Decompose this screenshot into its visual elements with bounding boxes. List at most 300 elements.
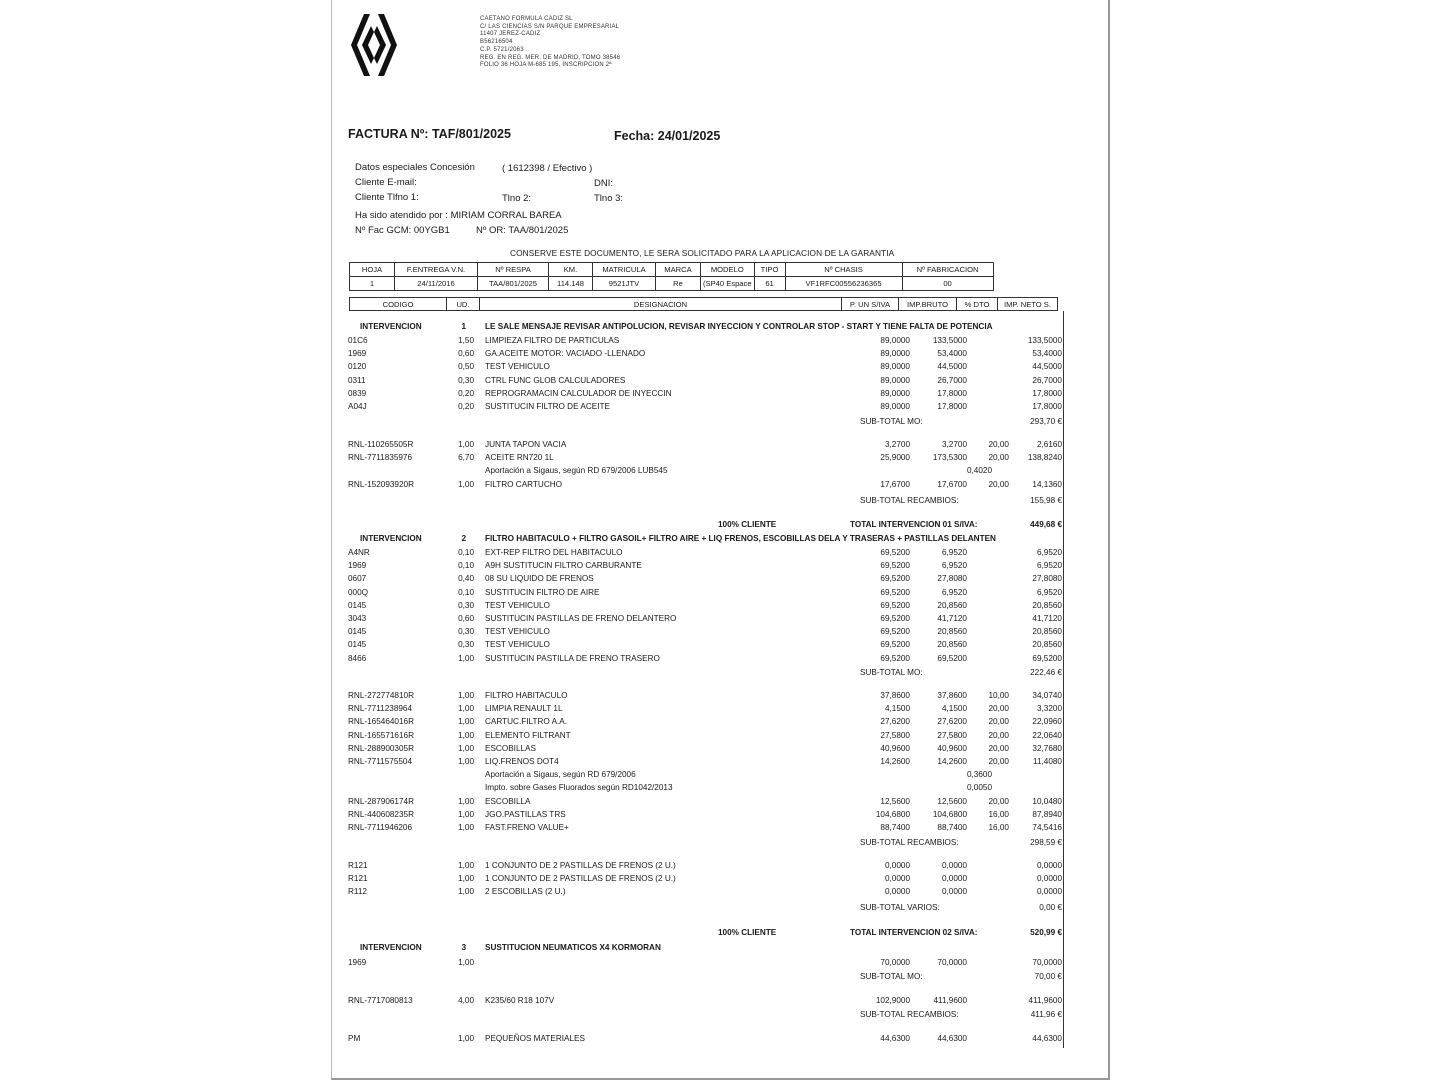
- subtotal-value: 0,00 €: [1039, 903, 1062, 912]
- company-info: [480, 16, 620, 70]
- intervention-number: 1: [461, 322, 466, 331]
- item-gross-amount: 53,4000: [937, 349, 967, 359]
- item-unit-price: 89,0000: [880, 375, 910, 385]
- item-unit-price: 69,5200: [880, 640, 910, 650]
- cliente-label: 100% CLIENTE: [718, 928, 777, 937]
- item-code: RNL-7711835976: [348, 453, 413, 463]
- item-quantity: 1,00: [458, 653, 474, 663]
- item-quantity: 1,00: [458, 796, 474, 806]
- col-precio-unitario: P. UN S/IVA: [842, 298, 899, 311]
- item-quantity: 4,00: [458, 996, 474, 1005]
- item-code: 0839: [348, 388, 367, 398]
- cliente-label: 100% CLIENTE: [718, 520, 777, 529]
- item-quantity: 1,00: [458, 704, 474, 714]
- item-gross-amount: 44,5000: [937, 362, 967, 372]
- item-quantity: 0,10: [458, 587, 474, 597]
- part-line: [332, 440, 1072, 453]
- renault-logo: [349, 12, 399, 78]
- item-description: ESCOBILLA: [485, 796, 531, 806]
- labor-line: [332, 640, 1072, 653]
- item-gross-amount: 6,9520: [941, 561, 967, 571]
- item-code: 000Q: [348, 587, 369, 597]
- vehicle-header: Nº RESPA: [478, 263, 549, 277]
- item-unit-price: 14,2600: [880, 757, 910, 766]
- item-unit-price: 69,5200: [880, 587, 910, 597]
- item-code: 0145: [348, 600, 367, 610]
- intervention-label: INTERVENCION: [360, 943, 422, 952]
- item-net-amount: 27,8080: [1032, 574, 1062, 584]
- item-description: LIQ.FRENOS DOT4: [485, 757, 559, 766]
- item-code: RNL-165571616R: [348, 730, 414, 740]
- invoice-page: [331, 0, 1110, 1080]
- item-unit-price: 17,6700: [880, 479, 910, 489]
- item-quantity: 0,40: [458, 574, 474, 584]
- tlf2-label: Tlno 2:: [502, 193, 532, 204]
- item-code: 0607: [348, 574, 367, 584]
- vehicle-header: KM.: [549, 263, 593, 277]
- part-line: [332, 480, 1072, 493]
- item-description: SUSTITUCIN PASTILLAS DE FRENO DELANTERO: [485, 614, 677, 623]
- item-discount: 20,00: [988, 479, 1009, 489]
- item-description: A9H SUSTITUCIN FILTRO CARBURANTE: [485, 561, 642, 571]
- datos-label: Datos especiales Concesión: [355, 162, 475, 173]
- item-code: RNL-152093920R: [348, 479, 414, 489]
- item-quantity: 1,00: [458, 887, 474, 897]
- labor-line: [332, 349, 1072, 362]
- total-value: 520,99 €: [1030, 928, 1062, 937]
- item-code: 1969: [348, 349, 367, 359]
- item-net-amount: 17,8000: [1032, 402, 1062, 411]
- intervention-header: [332, 943, 1072, 956]
- part-line: [332, 797, 1072, 810]
- subtotal-value: 155,98 €: [1030, 496, 1062, 505]
- part-line: [332, 453, 1072, 466]
- item-net-amount: 20,8560: [1032, 627, 1062, 637]
- part-line: [332, 823, 1072, 836]
- item-net-amount: 74,5416: [1032, 823, 1062, 832]
- item-net-amount: 41,7120: [1032, 614, 1062, 623]
- item-gross-amount: 26,7000: [937, 375, 967, 385]
- item-net-amount: 26,7000: [1032, 375, 1062, 385]
- item-code: 0145: [348, 640, 367, 650]
- labor-line: [332, 362, 1072, 375]
- item-unit-price: 69,5200: [880, 627, 910, 637]
- item-code: 0145: [348, 627, 367, 637]
- item-unit-price: 69,5200: [880, 561, 910, 571]
- vehicle-header: HOJA: [350, 263, 395, 277]
- part-line: [332, 770, 1072, 783]
- vehicle-header: MARCA: [656, 263, 701, 277]
- item-net-amount: 17,8000: [1032, 388, 1062, 398]
- subtotal-label: SUB-TOTAL VARIOS:: [860, 903, 940, 912]
- part-line: [332, 744, 1072, 757]
- item-quantity: 1,00: [458, 691, 474, 700]
- labor-line: [332, 588, 1072, 601]
- item-net-amount: 87,8940: [1032, 809, 1062, 819]
- labor-line: [332, 402, 1072, 415]
- item-gross-amount: 14,2600: [937, 757, 967, 766]
- item-description: ESCOBILLAS: [485, 743, 536, 753]
- item-gross-amount: 20,8560: [937, 640, 967, 650]
- item-description: LIMPIA RENAULT 1L: [485, 704, 563, 714]
- vehicle-value: Re: [656, 277, 701, 291]
- item-code: R112: [348, 887, 367, 897]
- part-line: [332, 757, 1072, 770]
- vehicle-header: TIPO: [754, 263, 785, 277]
- company-line: C.P. 5721/2063: [480, 46, 524, 53]
- item-quantity: 1,00: [458, 861, 474, 870]
- subtotal-label: SUB-TOTAL RECAMBIOS:: [860, 1010, 959, 1019]
- item-description: EXT-REP FILTRO DEL HABITACULO: [485, 548, 623, 557]
- item-gross-amount: 70,0000: [937, 958, 967, 967]
- item-unit-price: 27,6200: [880, 717, 910, 727]
- item-code: A04J: [348, 402, 367, 411]
- subtotal-value: 70,00 €: [1034, 972, 1062, 981]
- item-code: 0120: [348, 362, 367, 372]
- item-unit-price: 37,8600: [880, 691, 910, 700]
- item-gross-amount: 0,0000: [941, 874, 967, 884]
- item-code: RNL-7711575504: [348, 757, 413, 766]
- item-net-amount: 32,7680: [1032, 743, 1062, 753]
- col-descuento: % DTO: [957, 298, 998, 311]
- item-gross-amount: 20,8560: [937, 600, 967, 610]
- item-quantity: 1,00: [458, 1034, 474, 1043]
- company-line: REG. EN REG. MER. DE MADRID, TOMO 38546: [480, 54, 621, 61]
- item-gross-amount: 69,5200: [937, 653, 967, 663]
- misc-line: [332, 887, 1072, 900]
- item-gross-amount: 133,5000: [932, 336, 967, 345]
- item-code: R121: [348, 861, 368, 870]
- vehicle-header: F.ENTREGA V.N.: [395, 263, 478, 277]
- item-net-amount: 70,0000: [1032, 958, 1062, 967]
- item-unit-price: 0,0000: [884, 887, 910, 897]
- item-unit-price: 88,7400: [880, 823, 910, 832]
- item-net-amount: 133,5000: [1027, 336, 1062, 345]
- item-net-amount: 138,8240: [1027, 453, 1062, 463]
- intervention-label: INTERVENCION: [360, 322, 422, 331]
- item-description: 2 ESCOBILLAS (2 U.): [485, 887, 566, 897]
- item-gross-amount: 27,6200: [937, 717, 967, 727]
- item-extra-amount: 0,3600: [966, 770, 992, 780]
- item-gross-amount: 3,2700: [941, 440, 967, 449]
- item-net-amount: 20,8560: [1032, 600, 1062, 610]
- labor-line: [332, 376, 1072, 389]
- tlf3-label: Tlno 3:: [594, 193, 624, 204]
- vehicle-value: (SP40 Espace: [701, 277, 755, 291]
- item-description: LIMPIEZA FILTRO DE PARTICULAS: [485, 336, 620, 345]
- item-gross-amount: 173,5300: [932, 453, 967, 463]
- item-unit-price: 89,0000: [880, 362, 910, 372]
- vehicle-value: TAA/801/2025: [478, 277, 549, 291]
- item-discount: 16,00: [988, 823, 1009, 832]
- item-unit-price: 69,5200: [880, 600, 910, 610]
- table-right-border: [1063, 311, 1064, 1048]
- item-description: PEQUEÑOS MATERIALES: [485, 1034, 585, 1043]
- total-value: 449,68 €: [1030, 520, 1062, 529]
- item-extra-amount: 0,4020: [966, 466, 992, 476]
- intervention-description: FILTRO HABITACULO + FILTRO GASOIL+ FILTRO AIRE + LIQ FRENOS, ESCOBILLAS DELA Y TRASERAS + PASTILLAS DELANTEN: [485, 534, 996, 543]
- item-gross-amount: 17,6700: [937, 479, 967, 489]
- item-code: RNL-7711946206: [348, 823, 413, 832]
- item-quantity: 0,60: [458, 349, 474, 359]
- item-gross-amount: 104,6800: [932, 809, 967, 819]
- item-code: RNL-165464016R: [348, 717, 414, 727]
- item-description: JUNTA TAPON VACIA: [485, 440, 567, 449]
- item-unit-price: 69,5200: [880, 653, 910, 663]
- vehicle-value: 24/11/2016: [395, 277, 478, 291]
- labor-line: [332, 561, 1072, 574]
- item-unit-price: 89,0000: [880, 402, 910, 411]
- item-gross-amount: 41,7120: [937, 614, 967, 623]
- item-code: RNL-288900305R: [348, 743, 414, 753]
- item-quantity: 0,30: [458, 600, 474, 610]
- subtotal-value: 222,46 €: [1030, 668, 1062, 677]
- item-description: ACEITE RN720 1L: [485, 453, 554, 463]
- item-gross-amount: 17,8000: [937, 402, 967, 411]
- item-gross-amount: 44,6300: [937, 1034, 967, 1043]
- item-code: 8466: [348, 653, 367, 663]
- item-discount: 10,00: [988, 691, 1009, 700]
- vehicle-header: MATRICULA: [593, 263, 656, 277]
- item-discount: 20,00: [988, 730, 1009, 740]
- item-description: 1 CONJUNTO DE 2 PASTILLAS DE FRENOS (2 U.): [485, 874, 676, 884]
- subtotal-label: SUB-TOTAL MO:: [860, 668, 923, 677]
- item-quantity: 0,60: [458, 614, 474, 623]
- email-label: Cliente E-mail:: [355, 177, 417, 188]
- item-net-amount: 20,8560: [1032, 640, 1062, 650]
- vehicle-value: 9521JTV: [593, 277, 656, 291]
- part-line: [332, 704, 1072, 717]
- subtotal-label: SUB-TOTAL RECAMBIOS:: [860, 838, 959, 847]
- item-net-amount: 14,1360: [1032, 479, 1062, 489]
- item-discount: 20,00: [988, 717, 1009, 727]
- item-gross-amount: 20,8560: [937, 627, 967, 637]
- item-unit-price: 89,0000: [880, 336, 910, 345]
- datos-value: ( 1612398 / Efectivo ): [502, 163, 593, 174]
- col-importe-bruto: IMP.BRUTO: [899, 298, 957, 311]
- item-description: FAST.FRENO VALUE+: [485, 823, 569, 832]
- item-unit-price: 12,5600: [880, 796, 910, 806]
- item-code: R121: [348, 874, 368, 884]
- item-code: RNL-287906174R: [348, 796, 414, 806]
- part-line: [332, 783, 1072, 796]
- labor-line: [332, 958, 1072, 971]
- item-net-amount: 44,5000: [1032, 362, 1062, 372]
- col-importe-neto: IMP. NETO S.: [998, 298, 1058, 311]
- item-discount: 20,00: [988, 440, 1009, 449]
- intervention-label: INTERVENCION: [360, 534, 422, 543]
- item-unit-price: 102,9000: [875, 996, 910, 1005]
- total-label: TOTAL INTERVENCION 02 S/IVA:: [850, 928, 978, 937]
- vehicle-header: Nº CHASIS: [785, 263, 902, 277]
- item-net-amount: 3,3200: [1036, 704, 1062, 714]
- item-quantity: 1,00: [458, 874, 474, 884]
- invoice-number: FACTURA Nº: TAF/801/2025: [348, 127, 511, 141]
- vehicle-value: VF1RFC00556236365: [785, 277, 902, 291]
- item-quantity: 1,00: [458, 823, 474, 832]
- misc-line: [332, 861, 1072, 874]
- item-code: RNL-110265505R: [348, 440, 414, 449]
- company-line: CAETANO FORMULA CADIZ SL: [480, 16, 573, 22]
- item-quantity: 1,00: [458, 730, 474, 740]
- item-unit-price: 0,0000: [884, 861, 910, 870]
- item-net-amount: 10,0480: [1032, 796, 1062, 806]
- subtotal-label: SUB-TOTAL RECAMBIOS:: [860, 496, 959, 505]
- item-net-amount: 6,9520: [1036, 587, 1062, 597]
- item-gross-amount: 6,9520: [941, 548, 967, 557]
- item-quantity: 0,20: [458, 402, 474, 411]
- item-unit-price: 44,6300: [880, 1034, 910, 1043]
- part-line: [332, 466, 1072, 479]
- item-description: TEST VEHICULO: [485, 627, 550, 637]
- item-description: REPROGRAMACIN CALCULADOR DE INYECCIN: [485, 388, 672, 398]
- item-description: FILTRO CARTUCHO: [485, 479, 563, 489]
- item-quantity: 1,00: [458, 479, 474, 489]
- item-net-amount: 11,4080: [1033, 757, 1062, 766]
- item-gross-amount: 17,8000: [937, 388, 967, 398]
- item-description: 08 SU LIQUIDO DE FRENOS: [485, 574, 594, 584]
- item-net-amount: 22,0960: [1032, 717, 1062, 727]
- warranty-notice: CONSERVE ESTE DOCUMENTO, LE SERA SOLICITADO PARA LA APLICACION DE LA GARANTIA: [510, 248, 895, 258]
- subtotal-value: 411,96 €: [1030, 1010, 1062, 1019]
- labor-line: [332, 548, 1072, 561]
- misc-line: [332, 874, 1072, 887]
- vehicle-value: 00: [902, 277, 993, 291]
- company-line: 11407 JEREZ-CADIZ: [480, 31, 541, 38]
- labor-line: [332, 601, 1072, 614]
- item-quantity: 1,00: [458, 809, 474, 819]
- subtotal-value: 293,70 €: [1030, 417, 1062, 426]
- company-line: FOLIO 36 HOJA M-685 195, INSCRIPCION 2ª: [480, 62, 612, 69]
- item-gross-amount: 0,0000: [941, 887, 967, 897]
- item-net-amount: 53,4000: [1032, 349, 1062, 359]
- item-description: Aportación a Sigaus, según RD 679/2006 LUB545: [485, 466, 668, 476]
- item-unit-price: 27,5800: [880, 730, 910, 740]
- item-net-amount: 69,5200: [1032, 653, 1062, 663]
- item-unit-price: 40,9600: [880, 743, 910, 753]
- item-description: Impto. sobre Gases Fluorados según RD1042/2013: [485, 783, 673, 793]
- item-code: RNL-7711238964: [348, 704, 413, 714]
- item-gross-amount: 40,9600: [937, 743, 967, 753]
- column-header-table: [349, 297, 1058, 311]
- item-description: GA.ACEITE MOTOR: VACIADO -LLENADO: [485, 349, 646, 359]
- item-description: ELEMENTO FILTRANT: [485, 730, 571, 740]
- intervention-header: [332, 322, 1072, 335]
- item-discount: 20,00: [988, 757, 1009, 766]
- vehicle-value: 61: [754, 277, 785, 291]
- part-line: [332, 996, 1072, 1009]
- item-quantity: 1,00: [458, 743, 474, 753]
- total-label: TOTAL INTERVENCION 01 S/IVA:: [850, 520, 978, 529]
- part-line: [332, 717, 1072, 730]
- item-net-amount: 22,0640: [1032, 730, 1062, 740]
- item-discount: 20,00: [988, 704, 1009, 714]
- item-quantity: 1,00: [458, 958, 474, 967]
- item-quantity: 0,30: [458, 375, 474, 385]
- item-unit-price: 4,1500: [884, 704, 910, 714]
- item-gross-amount: 27,8080: [937, 574, 967, 584]
- item-description: TEST VEHICULO: [485, 600, 550, 610]
- item-description: CARTUC.FILTRO A.A.: [485, 717, 568, 727]
- item-net-amount: 34,0740: [1032, 691, 1062, 700]
- item-unit-price: 70,0000: [880, 958, 910, 967]
- item-quantity: 0,30: [458, 640, 474, 650]
- item-gross-amount: 6,9520: [941, 587, 967, 597]
- intervention-number: 3: [461, 943, 466, 952]
- item-net-amount: 6,9520: [1036, 561, 1062, 571]
- subtotal-value: 298,59 €: [1030, 838, 1062, 847]
- item-extra-amount: 0,0050: [966, 783, 992, 793]
- item-gross-amount: 4,1500: [941, 704, 967, 714]
- item-code: A4NR: [348, 548, 370, 557]
- labor-line: [332, 389, 1072, 402]
- part-line: [332, 691, 1072, 704]
- item-code: RNL-440608235R: [348, 809, 414, 819]
- intervention-description: SUSTITUCION NEUMATICOS X4 KORMORAN: [485, 943, 661, 952]
- vehicle-value-row: [350, 277, 994, 291]
- tlf1-label: Cliente Tlfno 1:: [355, 192, 419, 203]
- company-line: B56216504: [480, 39, 513, 46]
- vehicle-header-row: [350, 263, 994, 277]
- item-description: CTRL FUNC GLOB CALCULADORES: [485, 375, 626, 385]
- item-description: 1 CONJUNTO DE 2 PASTILLAS DE FRENOS (2 U.): [485, 861, 676, 870]
- item-unit-price: 89,0000: [880, 388, 910, 398]
- labor-line: [332, 574, 1072, 587]
- vehicle-table: [349, 262, 994, 291]
- part-line: [332, 810, 1072, 823]
- item-quantity: 1,50: [458, 336, 474, 345]
- item-net-amount: 2,6160: [1036, 440, 1062, 449]
- atendido: Ha sido atendido por : MIRIAM CORRAL BAREA: [355, 210, 562, 221]
- item-description: SUSTITUCIN FILTRO DE ACEITE: [485, 402, 610, 411]
- item-gross-amount: 27,5800: [937, 730, 967, 740]
- labor-line: [332, 336, 1072, 349]
- order-number: Nº OR: TAA/801/2025: [476, 225, 569, 236]
- item-gross-amount: 37,8600: [937, 691, 967, 700]
- item-quantity: 1,00: [458, 717, 474, 727]
- item-quantity: 0,30: [458, 627, 474, 637]
- item-unit-price: 89,0000: [880, 349, 910, 359]
- item-unit-price: 69,5200: [880, 614, 910, 623]
- item-quantity: 0,10: [458, 561, 474, 571]
- col-ud: UD.: [447, 298, 480, 311]
- item-code: 3043: [348, 614, 367, 623]
- item-description: Aportación a Sigaus, según RD 679/2006: [485, 770, 636, 780]
- item-quantity: 0,20: [458, 388, 474, 398]
- dni-label: DNI:: [594, 178, 613, 189]
- misc-line: [332, 1034, 1072, 1047]
- item-quantity: 6,70: [458, 453, 474, 463]
- item-unit-price: 25,9000: [880, 453, 910, 463]
- item-discount: 20,00: [988, 743, 1009, 753]
- labor-line: [332, 614, 1072, 627]
- item-gross-amount: 0,0000: [941, 861, 967, 870]
- item-description: SUSTITUCIN PASTILLA DE FRENO TRASERO: [485, 653, 660, 663]
- item-gross-amount: 12,5600: [937, 796, 967, 806]
- intervention-description: LE SALE MENSAJE REVISAR ANTIPOLUCION, REVISAR INYECCION Y CONTROLAR STOP - START Y TIENE FALTA DE POTENCIA: [485, 322, 993, 331]
- item-gross-amount: 411,9600: [933, 996, 967, 1005]
- fac-gcm: Nº Fac GCM: 00YGB1: [355, 225, 450, 236]
- item-code: RNL-272774810R: [348, 691, 414, 700]
- item-unit-price: 3,2700: [884, 440, 910, 449]
- intervention-header: [332, 534, 1072, 547]
- vehicle-header: Nº FABRICACION: [902, 263, 993, 277]
- col-designacion: DESIGNACION: [480, 298, 842, 311]
- subtotal-label: SUB-TOTAL MO:: [860, 417, 923, 426]
- item-description: K235/60 R18 107V: [485, 996, 555, 1005]
- col-codigo: CODIGO: [350, 298, 447, 311]
- item-description: FILTRO HABITACULO: [485, 691, 568, 700]
